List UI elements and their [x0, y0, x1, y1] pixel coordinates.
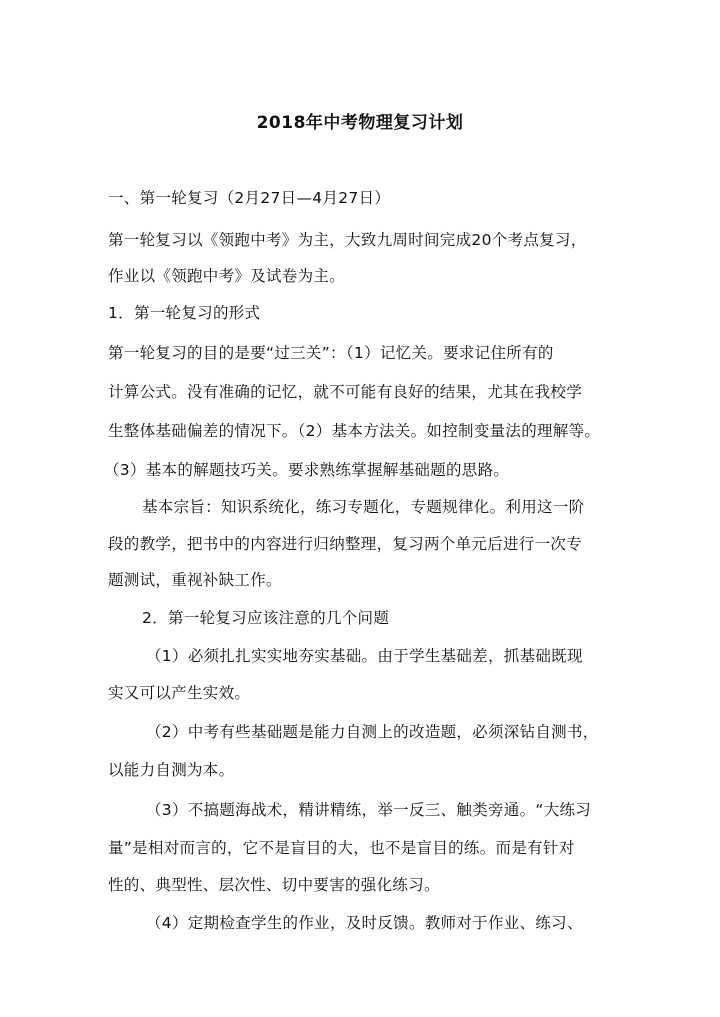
paragraph-line: 作业以《领跑中考》及试卷为主。: [108, 267, 346, 285]
paragraph-line: （2）中考有些基础题是能力自测上的改造题，必须深钻自测书，: [146, 723, 599, 741]
subsection-heading-1: 1．第一轮复习的形式: [108, 304, 261, 322]
paragraph-line: 实又可以产生实效。: [108, 684, 251, 702]
paragraph-line: （3）不搞题海战术，精讲精练，举一反三、触类旁通。“大练习: [146, 801, 592, 819]
subsection-heading-2: 2．第一轮复习应该注意的几个问题: [142, 609, 390, 627]
paragraph-line: （3）基本的解题技巧关。要求熟练掌握解基础题的思路。: [104, 461, 510, 479]
paragraph-line: 生整体基础偏差的情况下。（2）基本方法关。如控制变量法的理解等。: [108, 422, 601, 440]
paragraph-line: 计算公式。没有准确的记忆，就不可能有良好的结果，尤其在我校学: [108, 383, 583, 401]
paragraph-line: 以能力自测为本。: [108, 761, 235, 779]
paragraph-line: 题测试，重视补缺工作。: [108, 571, 282, 589]
section-heading-1: 一、第一轮复习（2月27日—4月27日）: [108, 189, 391, 207]
paragraph-line: 量”是相对而言的，它不是盲目的大，也不是盲目的练。而是有针对: [108, 839, 575, 857]
paragraph-line: 段的教学，把书中的内容进行归纳整理，复习两个单元后进行一次专: [108, 535, 583, 553]
paragraph-line: 基本宗旨：知识系统化，练习专题化，专题规律化。利用这一阶: [142, 498, 585, 516]
paragraph-line: （4）定期检查学生的作业，及时反馈。教师对于作业、练习、: [146, 914, 583, 932]
page-title: 2018年中考物理复习计划: [256, 113, 464, 133]
paragraph-line: （1）必须扎扎实实地夯实基础。由于学生基础差，抓基础既现: [146, 647, 583, 665]
paragraph-line: 第一轮复习以《领跑中考》为主，大致九周时间完成20个考点复习，: [108, 231, 587, 249]
paragraph-line: 性的、典型性、层次性、切中要害的强化练习。: [108, 876, 440, 894]
paragraph-line: 第一轮复习的目的是要“过三关”：（1）记忆关。要求记住所有的: [108, 344, 554, 362]
